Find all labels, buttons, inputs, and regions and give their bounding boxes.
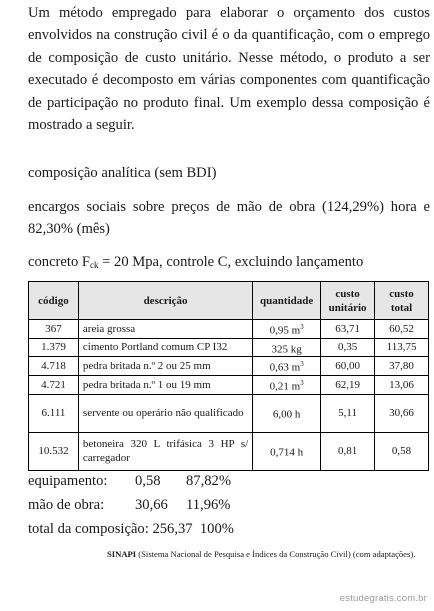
table-row: [29, 338, 429, 357]
concrete-subscript: ck: [90, 260, 99, 270]
row-total-cost: 37,80: [375, 357, 429, 376]
concrete-spec: [28, 252, 363, 275]
equipment-percent: 87,82%: [186, 473, 231, 489]
social-charges-line-1: encargos sociais sobre preços de mão de obra (124,29%) hora e: [28, 199, 430, 215]
intro-paragraph: Um método empregado para elaborar o orçamento dos custos envolvidos na construção civil é o da quantificação, com o emprego de composição de custo unitário. Nesse método, o produto a ser executado é decomposto em várias componentes com quantificação de participação no produto final. Um exemplo dessa composição é mostrado a seguir.: [28, 5, 430, 134]
header-unit-cost-line-1: custo: [335, 287, 360, 300]
row-quantity: [253, 394, 321, 432]
labor-value: 30,66: [135, 497, 168, 513]
table-header-row: [29, 282, 429, 320]
site-watermark: estudegratis.com.br: [339, 593, 427, 604]
header-quantity: quantidade: [253, 282, 321, 320]
labor-total: [28, 495, 230, 515]
row-unit-cost: 0,35: [321, 338, 375, 357]
row-unit-cost: 0,81: [321, 432, 375, 470]
row-description: servente ou operário não qualificado: [78, 394, 252, 432]
table-row: [29, 375, 429, 394]
row-quantity: [253, 357, 321, 376]
total-percent: 100%: [199, 521, 234, 537]
source-citation: [107, 549, 415, 559]
composition-table: [28, 281, 429, 471]
equipment-value: 0,58: [135, 473, 161, 489]
row-total-cost: 0,58: [375, 432, 429, 470]
row-description: pedra britada n.º 1 ou 19 mm: [78, 375, 252, 394]
row-quantity-value: 325 kg: [271, 343, 302, 356]
concrete-prefix: concreto F: [28, 254, 91, 270]
equipment-total: [28, 471, 231, 491]
row-total-cost: 60,52: [375, 320, 429, 339]
row-unit-cost: 5,11: [321, 394, 375, 432]
header-total-cost-line-2: total: [390, 301, 413, 314]
row-quantity: [253, 375, 321, 394]
row-quantity-exponent: 3: [300, 323, 304, 331]
equipment-label: equipamento:: [28, 473, 108, 489]
row-code: 1.379: [29, 338, 79, 357]
row-quantity-value: 0,63 m: [269, 361, 301, 374]
row-quantity: [253, 338, 321, 357]
source-description: (Sistema Nacional de Pesquisa e Índices da Construção Civil) (com adaptações).: [136, 549, 416, 559]
row-code: 6.111: [29, 394, 79, 432]
row-total-cost: 113,75: [375, 338, 429, 357]
row-total-cost: 13,06: [375, 375, 429, 394]
row-quantity-value: 0,714 h: [270, 446, 304, 459]
table-row: [29, 357, 429, 376]
row-quantity-exponent: 3: [300, 378, 304, 387]
labor-label: mão de obra:: [28, 497, 105, 513]
row-code: 367: [29, 320, 79, 339]
header-unit-cost: [321, 282, 375, 320]
row-quantity-value: 6,00 h: [272, 408, 301, 421]
row-unit-cost: 60,00: [321, 357, 375, 376]
row-code: 4.721: [29, 375, 79, 394]
header-description: descrição: [78, 282, 252, 320]
row-description: betoneira 320 L trifásica 3 HP s/ carregador: [78, 432, 252, 470]
table-row: [29, 320, 429, 339]
labor-percent: 11,96%: [186, 497, 231, 513]
row-description: areia grossa: [78, 320, 252, 339]
table-row: [29, 432, 429, 470]
composition-total: [28, 519, 234, 539]
social-charges-line-2: 82,30% (mês): [28, 221, 110, 237]
total-value: 256,37: [152, 521, 193, 537]
table-row: [29, 394, 429, 432]
row-quantity-exponent: 3: [300, 360, 304, 369]
row-description: pedra britada n.º 2 ou 25 mm: [78, 357, 252, 376]
concrete-suffix: = 20 Mpa, controle C, excluindo lançamento: [98, 254, 364, 270]
row-quantity-value: 0,21 m: [269, 380, 301, 393]
row-total-cost: 30,66: [375, 394, 429, 432]
header-unit-cost-line-2: unitário: [328, 301, 367, 314]
header-total-cost-line-1: custo: [389, 287, 414, 300]
row-unit-cost: 62,19: [321, 375, 375, 394]
row-quantity-value: 0,95 m: [269, 324, 301, 337]
row-code: 10.532: [29, 432, 79, 470]
total-label: total da composição:: [28, 521, 149, 537]
row-unit-cost: 63,71: [321, 320, 375, 339]
header-code: código: [29, 282, 79, 320]
row-quantity: [253, 320, 321, 339]
composition-title: composição analítica (sem BDI): [28, 165, 217, 181]
header-total-cost: [375, 282, 429, 320]
row-quantity: [253, 432, 321, 470]
row-description: cimento Portland comum CP I32: [78, 338, 252, 357]
row-code: 4.718: [29, 357, 79, 376]
source-acronym: SINAPI: [107, 549, 137, 559]
